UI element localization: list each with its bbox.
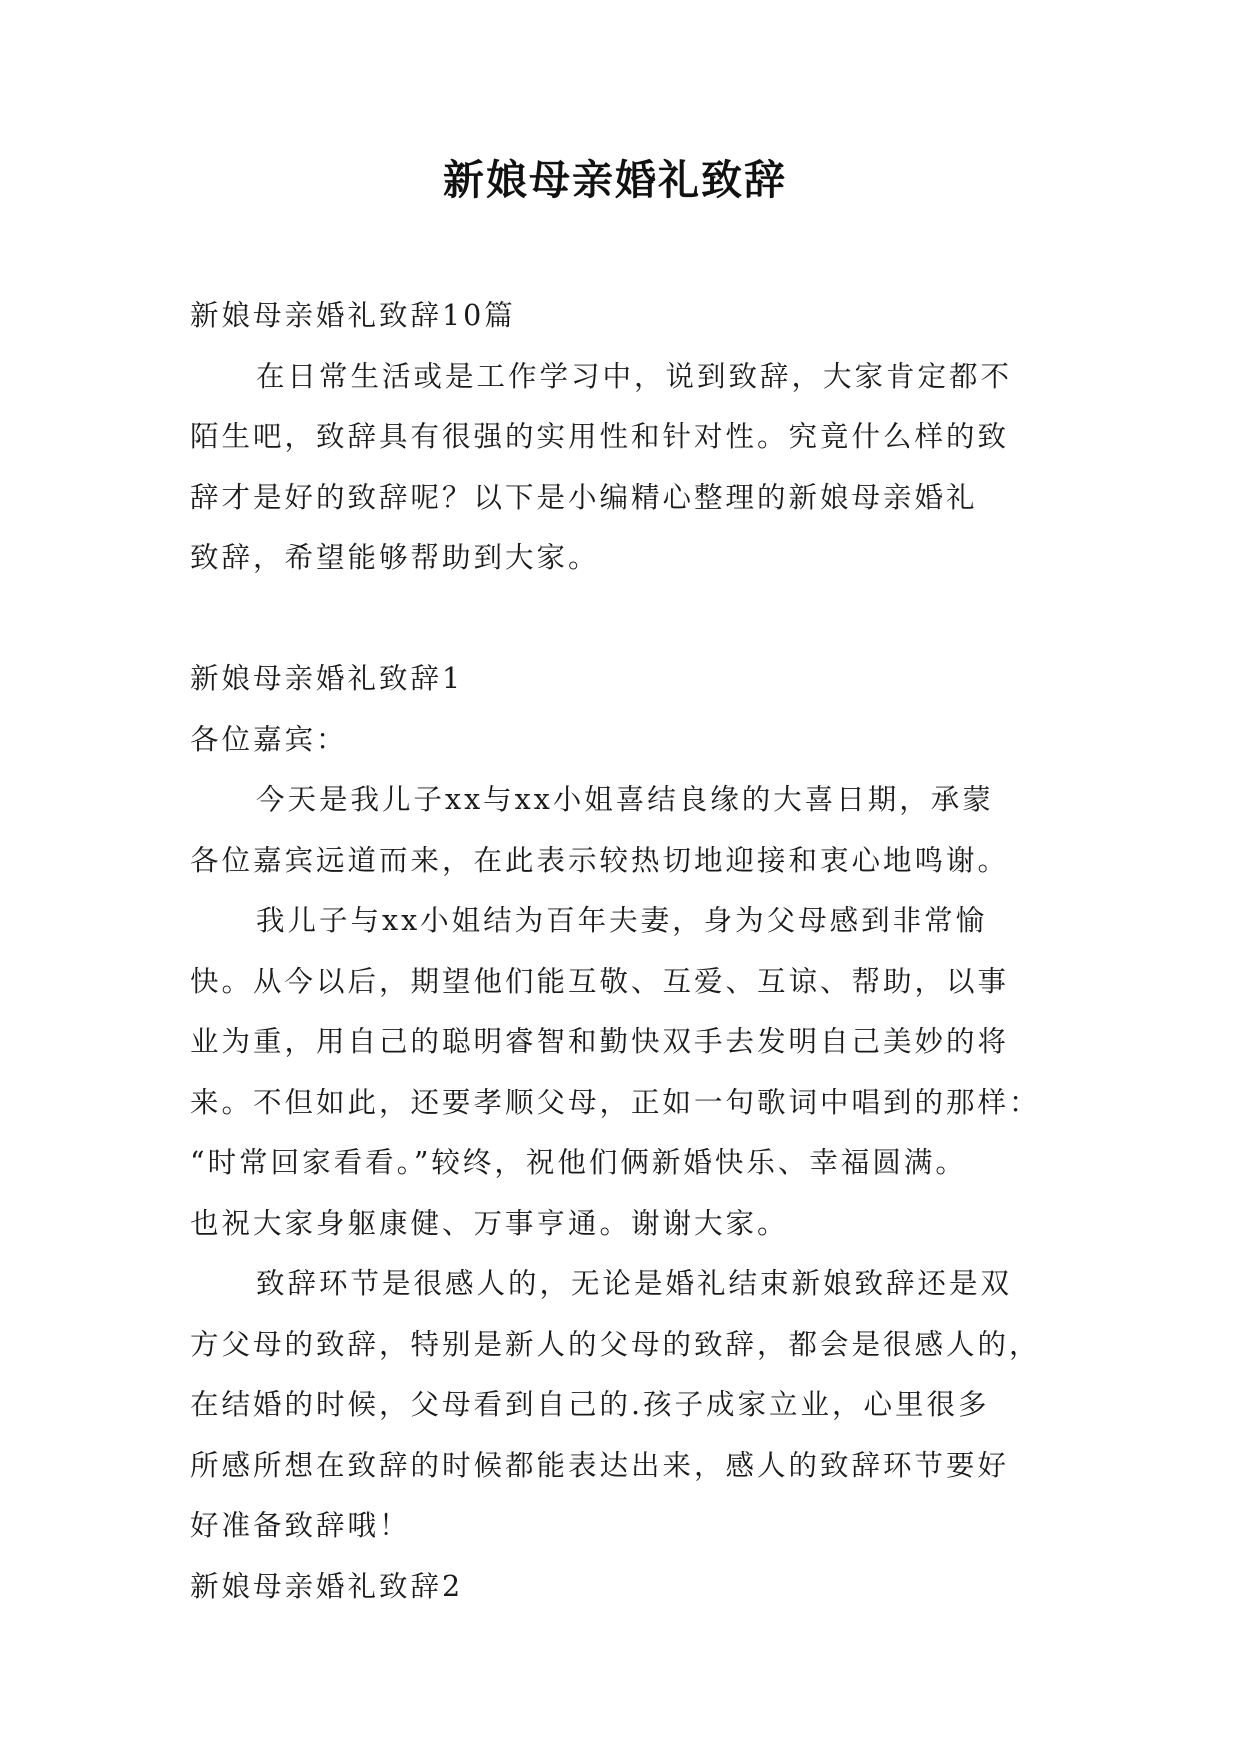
- paragraph-line: 所感所想在致辞的时候都能表达出来，感人的致辞环节要好: [190, 1448, 1010, 1482]
- paragraph-line: “时常回家看看。”较终，祝他们俩新婚快乐、幸福圆满。: [190, 1146, 967, 1179]
- paragraph-line: 致辞环节是很感人的，无论是婚礼结束新娘致辞还是双: [256, 1267, 1013, 1300]
- paragraph-line: 我儿子与xx小姐结为百年夫妻，身为父母感到非常愉: [256, 904, 988, 937]
- section-heading-2: 新娘母亲婚礼致辞2: [190, 1569, 464, 1603]
- document-title: 新娘母亲婚礼致辞: [443, 156, 787, 204]
- paragraph-line: 在结婚的时候，父母看到自己的.孩子成家立业，心里很多: [190, 1388, 990, 1421]
- intro-line: 辞才是好的致辞呢？以下是小编精心整理的新娘母亲婚礼: [190, 480, 978, 514]
- paragraph-line: 各位嘉宾远道而来，在此表示较热切地迎接和衷心地鸣谢。: [190, 843, 1010, 877]
- paragraph-line: 快。从今以后，期望他们能互敬、互爱、互谅、帮助，以事: [190, 964, 1010, 998]
- intro-line: 致辞，希望能够帮助到大家。: [190, 541, 600, 574]
- paragraph-line: 今天是我儿子xx与xx小姐喜结良缘的大喜日期，承蒙: [256, 783, 994, 816]
- paragraph-line: 也祝大家身躯康健、万事亨通。谢谢大家。: [190, 1206, 789, 1240]
- commentary-paragraph: [190, 1254, 1070, 1557]
- subtitle: 新娘母亲婚礼致辞10篇: [190, 299, 516, 332]
- speech-paragraph-2: [190, 891, 1070, 1254]
- document-body: [190, 286, 1070, 1617]
- paragraph-gap: [190, 589, 1070, 650]
- paragraph-line: 好准备致辞哦！: [190, 1509, 411, 1542]
- paragraph-line: 来。不但如此，还要孝顺父母，正如一句歌词中唱到的那样：: [190, 1085, 1041, 1119]
- section-heading-1: 新娘母亲婚礼致辞1: [190, 662, 464, 695]
- speech-paragraph-1: [190, 770, 1070, 891]
- salutation: 各位嘉宾：: [190, 722, 348, 756]
- intro-line: 在日常生活或是工作学习中，说到致辞，大家肯定都不: [256, 359, 1013, 393]
- paragraph-line: 业为重，用自己的聪明睿智和勤快双手去发明自己美妙的将: [190, 1025, 1010, 1058]
- intro-line: 陌生吧，致辞具有很强的实用性和针对性。究竟什么样的致: [190, 420, 1010, 453]
- intro-paragraph: [190, 347, 1070, 589]
- paragraph-line: 方父母的致辞，特别是新人的父母的致辞，都会是很感人的，: [190, 1327, 1041, 1361]
